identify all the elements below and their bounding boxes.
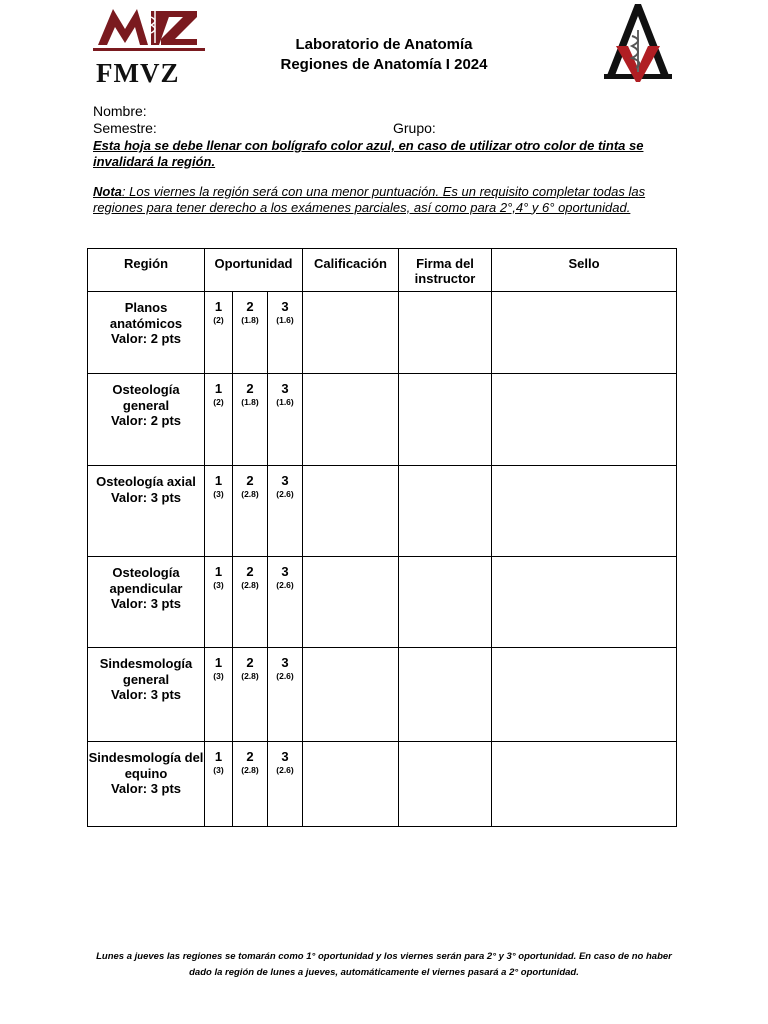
table-row bbox=[88, 557, 677, 648]
signature-cell[interactable] bbox=[399, 648, 492, 742]
stamp-cell[interactable] bbox=[492, 648, 677, 742]
opportunity-cell bbox=[233, 374, 268, 466]
opportunity-cell bbox=[205, 466, 233, 557]
region-value: Valor: 3 pts bbox=[110, 781, 182, 796]
note-label: Nota bbox=[93, 184, 122, 199]
opportunity-cell bbox=[268, 374, 303, 466]
opportunity-cell bbox=[268, 292, 303, 374]
opportunity-points: (2.8) bbox=[241, 489, 259, 499]
opportunity-cell bbox=[205, 557, 233, 648]
opportunity-points: (2.6) bbox=[276, 671, 294, 681]
opportunity-points: (3) bbox=[213, 489, 224, 499]
opportunity-points: (2) bbox=[213, 315, 224, 325]
signature-cell[interactable] bbox=[399, 557, 492, 648]
fmvz-logo-text: FMVZ bbox=[96, 58, 180, 88]
opportunity-cell bbox=[205, 292, 233, 374]
region-cell bbox=[88, 374, 205, 466]
opportunity-points: (1.6) bbox=[276, 315, 294, 325]
region-name: Sindesmología general bbox=[99, 656, 193, 687]
table-row bbox=[88, 374, 677, 466]
stamp-cell[interactable] bbox=[492, 557, 677, 648]
region-cell bbox=[88, 742, 205, 827]
opportunity-cell bbox=[233, 557, 268, 648]
region-name: Osteología general bbox=[112, 382, 180, 413]
opportunity-points: (2.6) bbox=[276, 489, 294, 499]
opportunity-points: (2.6) bbox=[276, 580, 294, 590]
anatomy-logo-mark bbox=[602, 2, 674, 82]
signature-cell[interactable] bbox=[399, 374, 492, 466]
signature-cell[interactable] bbox=[399, 466, 492, 557]
region-name: Sindesmología del equino bbox=[88, 750, 204, 781]
opportunity-number: 2 bbox=[246, 655, 254, 670]
opportunity-number: 3 bbox=[281, 381, 289, 396]
stamp-cell[interactable] bbox=[492, 466, 677, 557]
opportunity-points: (3) bbox=[213, 580, 224, 590]
stamp-cell[interactable] bbox=[492, 742, 677, 827]
ink-warning: Esta hoja se debe llenar con bolígrafo color azul, en caso de utilizar otro color de tinta se invalidará la región. bbox=[93, 138, 644, 169]
opportunity-points: (2.8) bbox=[241, 580, 259, 590]
semestre-label: Semestre: bbox=[93, 120, 157, 136]
region-name: Osteología axial bbox=[96, 474, 196, 489]
opportunity-number: 1 bbox=[214, 381, 223, 396]
region-cell bbox=[88, 648, 205, 742]
opportunity-cell bbox=[268, 742, 303, 827]
region-value: Valor: 2 pts bbox=[110, 331, 182, 346]
table-row bbox=[88, 742, 677, 827]
opportunity-number: 1 bbox=[214, 299, 223, 314]
opportunity-number: 3 bbox=[281, 749, 289, 764]
stamp-cell[interactable] bbox=[492, 374, 677, 466]
grade-cell[interactable] bbox=[303, 292, 399, 374]
header-firma: Firma del instructor bbox=[399, 249, 492, 292]
opportunity-number: 1 bbox=[214, 564, 223, 579]
opportunity-points: (3) bbox=[213, 765, 224, 775]
region-value: Valor: 2 pts bbox=[110, 413, 182, 428]
opportunity-cell bbox=[205, 648, 233, 742]
opportunity-number: 2 bbox=[246, 381, 254, 396]
title-line-2: Regiones de Anatomía I 2024 bbox=[280, 56, 488, 73]
header-oportunidad: Oportunidad bbox=[205, 249, 303, 292]
opportunity-cell bbox=[205, 742, 233, 827]
region-name: Osteología apendicular bbox=[109, 565, 183, 596]
title-line-1: Laboratorio de Anatomía bbox=[295, 36, 473, 53]
opportunity-cell bbox=[233, 742, 268, 827]
fmvz-logo bbox=[93, 3, 205, 93]
anatomy-logo bbox=[602, 2, 674, 82]
opportunity-number: 2 bbox=[246, 749, 254, 764]
nombre-label: Nombre: bbox=[93, 103, 147, 119]
note-paragraph bbox=[93, 184, 677, 215]
region-cell bbox=[88, 466, 205, 557]
grade-cell[interactable] bbox=[303, 648, 399, 742]
region-cell bbox=[88, 292, 205, 374]
table-row bbox=[88, 292, 677, 374]
grupo-label: Grupo: bbox=[393, 120, 436, 136]
region-value: Valor: 3 pts bbox=[110, 489, 182, 505]
opportunity-cell bbox=[233, 292, 268, 374]
opportunity-points: (2.6) bbox=[276, 765, 294, 775]
opportunity-points: (2.8) bbox=[241, 765, 259, 775]
table-row bbox=[88, 648, 677, 742]
table-header-row bbox=[88, 249, 677, 292]
region-name: Planos anatómicos bbox=[109, 300, 183, 331]
region-cell bbox=[88, 557, 205, 648]
fmvz-logo-mark bbox=[93, 3, 205, 58]
opportunity-points: (3) bbox=[213, 671, 224, 681]
stamp-cell[interactable] bbox=[492, 292, 677, 374]
signature-cell[interactable] bbox=[399, 292, 492, 374]
opportunity-cell bbox=[268, 648, 303, 742]
opportunity-number: 1 bbox=[214, 749, 223, 764]
opportunity-cell bbox=[205, 374, 233, 466]
opportunity-number: 2 bbox=[246, 564, 254, 579]
header-calificacion: Calificación bbox=[303, 249, 399, 292]
opportunity-number: 3 bbox=[281, 564, 289, 579]
opportunity-points: (1.8) bbox=[241, 397, 259, 407]
region-value: Valor: 3 pts bbox=[110, 596, 182, 611]
opportunity-cell bbox=[268, 466, 303, 557]
opportunity-points: (2.8) bbox=[241, 671, 259, 681]
opportunity-number: 3 bbox=[281, 473, 289, 488]
region-value: Valor: 3 pts bbox=[110, 687, 182, 702]
opportunity-cell bbox=[268, 557, 303, 648]
opportunity-number: 2 bbox=[246, 473, 254, 488]
header-region: Región bbox=[88, 249, 205, 292]
opportunity-points: (1.8) bbox=[241, 315, 259, 325]
opportunity-points: (2) bbox=[213, 397, 224, 407]
header-sello: Sello bbox=[492, 249, 677, 292]
opportunity-cell bbox=[233, 648, 268, 742]
opportunity-cell bbox=[233, 466, 268, 557]
grade-cell[interactable] bbox=[303, 466, 399, 557]
regions-table bbox=[87, 248, 677, 827]
page-title bbox=[230, 35, 538, 75]
signature-cell[interactable] bbox=[399, 742, 492, 827]
opportunity-number: 2 bbox=[246, 299, 254, 314]
grade-cell[interactable] bbox=[303, 557, 399, 648]
grade-cell[interactable] bbox=[303, 374, 399, 466]
opportunity-points: (1.6) bbox=[276, 397, 294, 407]
opportunity-number: 1 bbox=[214, 655, 223, 670]
footer-note: Lunes a jueves las regiones se tomarán como 1° oportunidad y los viernes serán para 2° y 3° oportunidad. En caso de no haber dado la región de lunes a jueves, automáticamente el viernes pasará a 2° oportunidad. bbox=[96, 951, 672, 978]
table-row bbox=[88, 466, 677, 557]
opportunity-number: 3 bbox=[281, 299, 289, 314]
opportunity-number: 1 bbox=[214, 473, 223, 488]
grade-cell[interactable] bbox=[303, 742, 399, 827]
opportunity-number: 3 bbox=[281, 655, 289, 670]
note-text: : Los viernes la región será con una menor puntuación. Es un requisito completar todas las regiones para tener derecho a los exámenes parciales, así como para 2°,4° y 6° oportunidad. bbox=[93, 184, 646, 215]
